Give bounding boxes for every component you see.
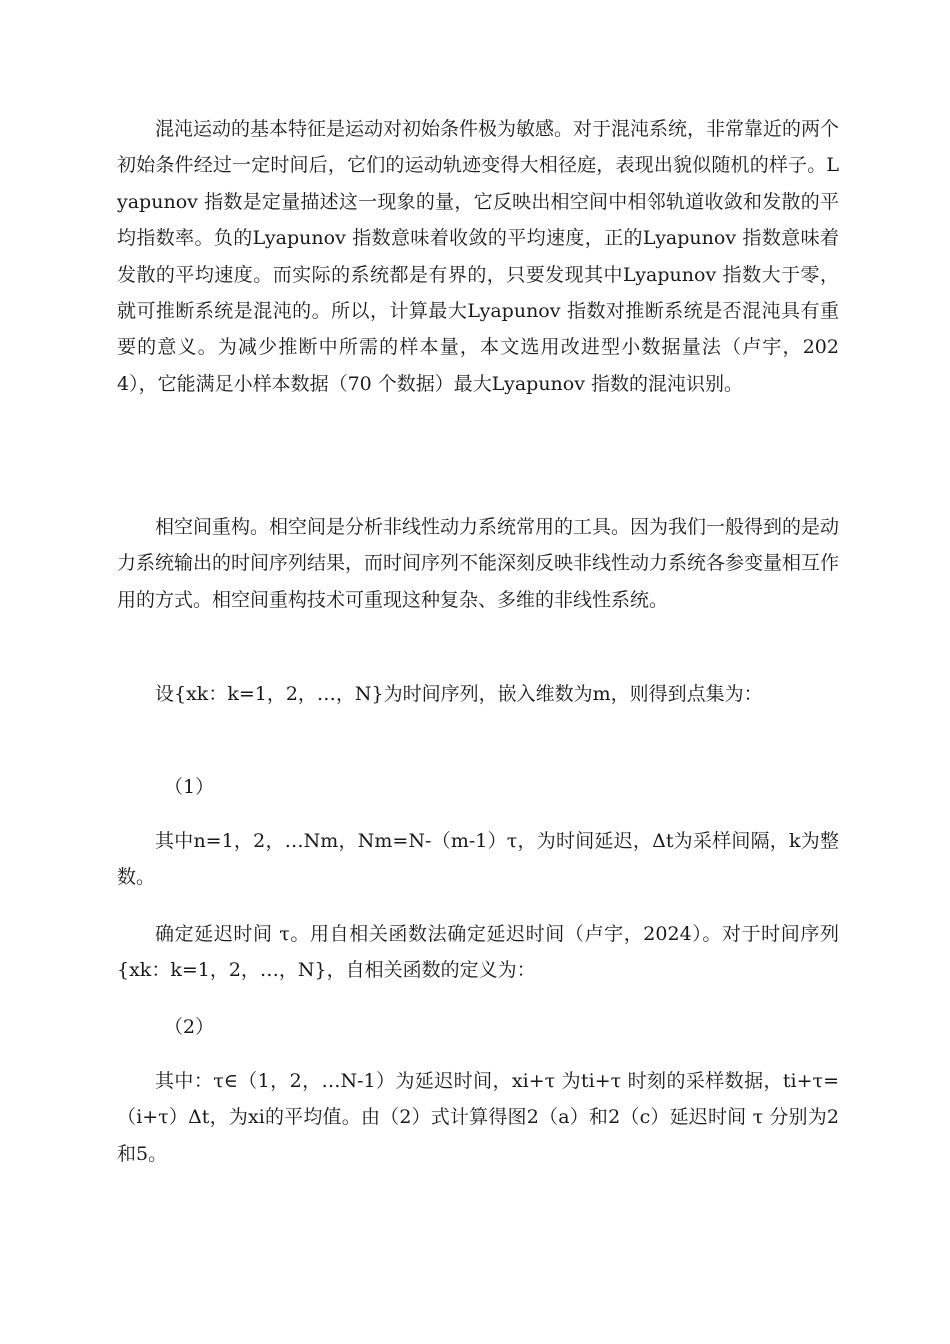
paragraph-phase-space-reconstruction: 相空间重构。相空间是分析非线性动力系统常用的工具。因为我们一般得到的是动力系统输出的时间序列结果，而时间序列不能深刻反映非线性动力系统各参变量相互作用的方式。相空间重构技术可重现这种复杂、多维的非线性系统。 (117, 516, 840, 611)
paragraph-chaos-lyapunov: 混沌运动的基本特征是运动对初始条件极为敏感。对于混沌系统，非常靠近的两个初始条件经过一定时间后，它们的运动轨迹变得大相径庭，表现出貌似随机的样子。Lyapunov 指数是定量描述这一现象的量，它反映出相空间中相邻轨道收敛和发散的平均指数率。负的Lyapunov 指数意味着收敛的平均速度，正的Lyapunov 指数意味着发散的平均速度。而实际的系统都是有界的，只要发现其中Lyapunov 指数大于零，就可推断系统是混沌的。所以，计算最大Lyapunov 指数对推断系统是否混沌具有重要的意义。为减少推断中所需的样本量，本文选用改进型小数据量法（卢宇，2024），它能满足小样本数据（70 个数据）最大Lyapunov 指数的混沌识别。 (117, 118, 840, 395)
paragraph-time-series-definition: 设{xk：k=1，2，…，N}为时间序列，嵌入维数为m，则得到点集为： (155, 683, 763, 705)
paragraph-equation-1-notes: 其中n=1，2，…Nm，Nm=N-（m-1）τ，为时间延迟，Δt为采样间隔，k为整数。 (117, 830, 839, 889)
equation-1-label: （1） (164, 776, 215, 798)
equation-2-label: （2） (164, 1016, 215, 1038)
paragraph-delay-time: 确定延迟时间 τ。用自相关函数法确定延迟时间（卢宇，2024）。对于时间序列{xk：k=1，2，…，N}，自相关函数的定义为： (117, 923, 839, 982)
paragraph-equation-2-notes: 其中：τ∈（1，2，…N-1）为延迟时间，xi+τ 为ti+τ 时刻的采样数据，ti+τ=（i+τ）Δt，为xi的平均值。由（2）式计算得图2（a）和2（c）延迟时间 τ 分别为2和5。 (117, 1070, 839, 1165)
